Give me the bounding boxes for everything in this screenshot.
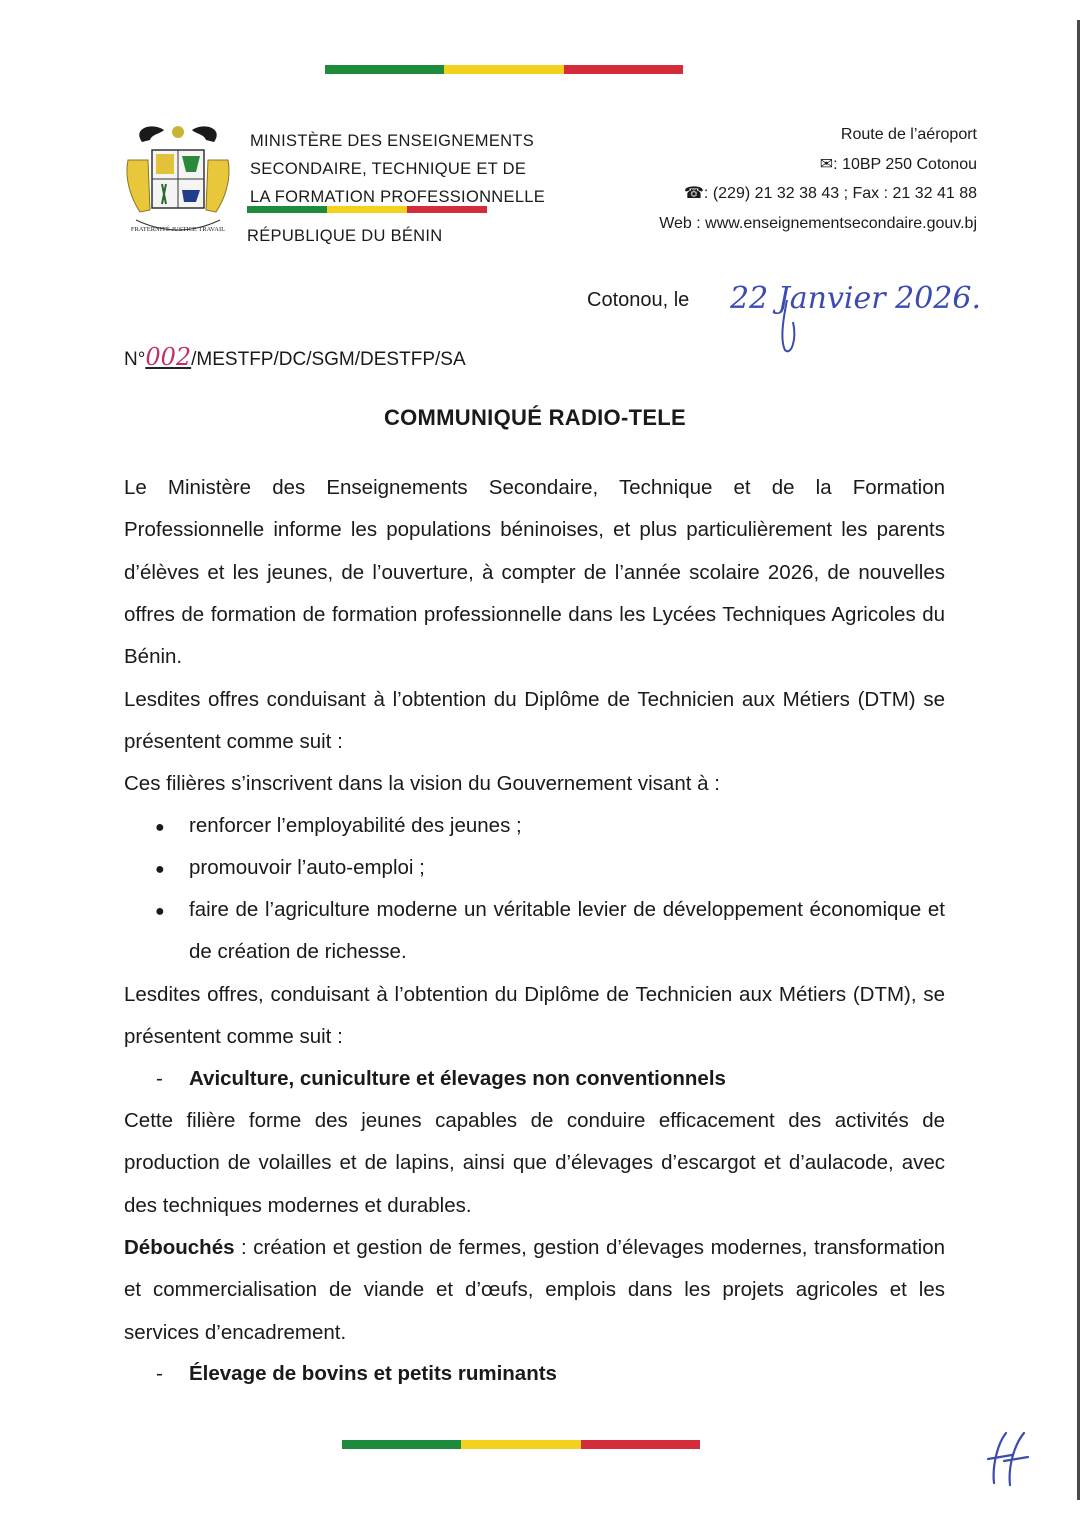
web-line: Web : www.enseignementsecondaire.gouv.bj: [659, 214, 977, 232]
flag-stripe-bottom: [342, 1440, 700, 1449]
ministry-name: [250, 127, 545, 211]
section-1-paragraph: Cette filière forme des jeunes capables de conduire efficacement des activités de production de volailles et de lapins, ainsi que d’élevages d’escargot et d’aulacode, avec des techniques modernes et durables.: [124, 1109, 945, 1217]
dash-marker: -: [156, 1067, 163, 1090]
vision-paragraph: Ces filières s’inscrivent dans la vision du Gouvernement visant à :: [124, 772, 720, 795]
handwritten-date-text: 22 Janvier 2026.: [730, 281, 982, 316]
section-title-2: Élevage de bovins et petits ruminants: [189, 1362, 557, 1385]
dash-marker: -: [156, 1362, 163, 1385]
debouches-label: Débouchés: [124, 1236, 235, 1259]
coat-of-arms-icon: [122, 120, 234, 242]
bullet-icon: ●: [155, 819, 165, 836]
phone-icon: ☎: [683, 185, 704, 202]
flag-stripe-header: [247, 206, 487, 213]
debouches-paragraph: Débouchés : création et gestion de fermes, gestion d’élevages modernes, transformation et commercialisation de viande et d’œufs, emplois dans les projets agricoles et les services d’encadrement.: [124, 1236, 945, 1344]
handwritten-initials: [980, 1425, 1040, 1495]
offers-paragraph-2: Lesdites offres, conduisant à l’obtention du Diplôme de Technicien aux Métiers (DTM), se présentent comme suit :: [124, 983, 945, 1049]
document-title: COMMUNIQUÉ RADIO-TELE: [383, 405, 687, 430]
offers-paragraph-1: Lesdites offres conduisant à l’obtention du Diplôme de Technicien aux Métiers (DTM) se présentent comme suit :: [124, 688, 945, 754]
flag-stripe-top: [325, 65, 683, 74]
bullet-item: renforcer l’employabilité des jeunes ;: [189, 814, 522, 837]
reference-number: N°002/MESTFP/DC/SGM/DESTFP/SA: [124, 343, 466, 371]
handwritten-date: [725, 270, 1025, 360]
ministry-line-1: MINISTÈRE DES ENSEIGNEMENTS: [250, 132, 535, 150]
intro-paragraph: Le Ministère des Enseignements Secondaire, Technique et de la Formation Professionnelle informe les populations béninoises, et plus particulièrement les parents d’élèves et les jeunes, de l’ouverture, à compter de l’année scolaire 2026, de nouvelles offres de formation de formation professionnelle dans les Lycées Techniques Agricoles du Bénin.: [124, 476, 945, 669]
section-title-1: Aviculture, cuniculture et élevages non conventionnels: [189, 1067, 726, 1090]
ministry-line-3: LA FORMATION PROFESSIONNELLE: [250, 188, 546, 206]
mailbox-icon: ✉: [819, 155, 834, 173]
dateline-place: Cotonou, le: [587, 289, 690, 311]
phone-line: ☎: (229) 21 32 38 43 ; Fax : 21 32 41 88: [683, 185, 977, 202]
republic-name: RÉPUBLIQUE DU BÉNIN: [247, 227, 443, 245]
contact-block: [659, 120, 977, 238]
bullet-icon: ●: [155, 903, 165, 920]
reference-handwritten-number: 002: [145, 343, 192, 371]
ministry-line-2: SECONDAIRE, TECHNIQUE ET DE: [250, 160, 527, 178]
bullet-item: promouvoir l’auto-emploi ;: [189, 856, 425, 879]
address-line: Route de l’aéroport: [840, 126, 977, 143]
coat-motto-text: FRATERNITÉ JUSTICE TRAVAIL: [130, 226, 226, 233]
bullet-item: faire de l’agriculture moderne un véritable levier de développement économique et de création de richesse.: [189, 898, 945, 964]
po-box-line: ✉: 10BP 250 Cotonou: [819, 155, 977, 173]
bullet-icon: ●: [155, 861, 165, 878]
